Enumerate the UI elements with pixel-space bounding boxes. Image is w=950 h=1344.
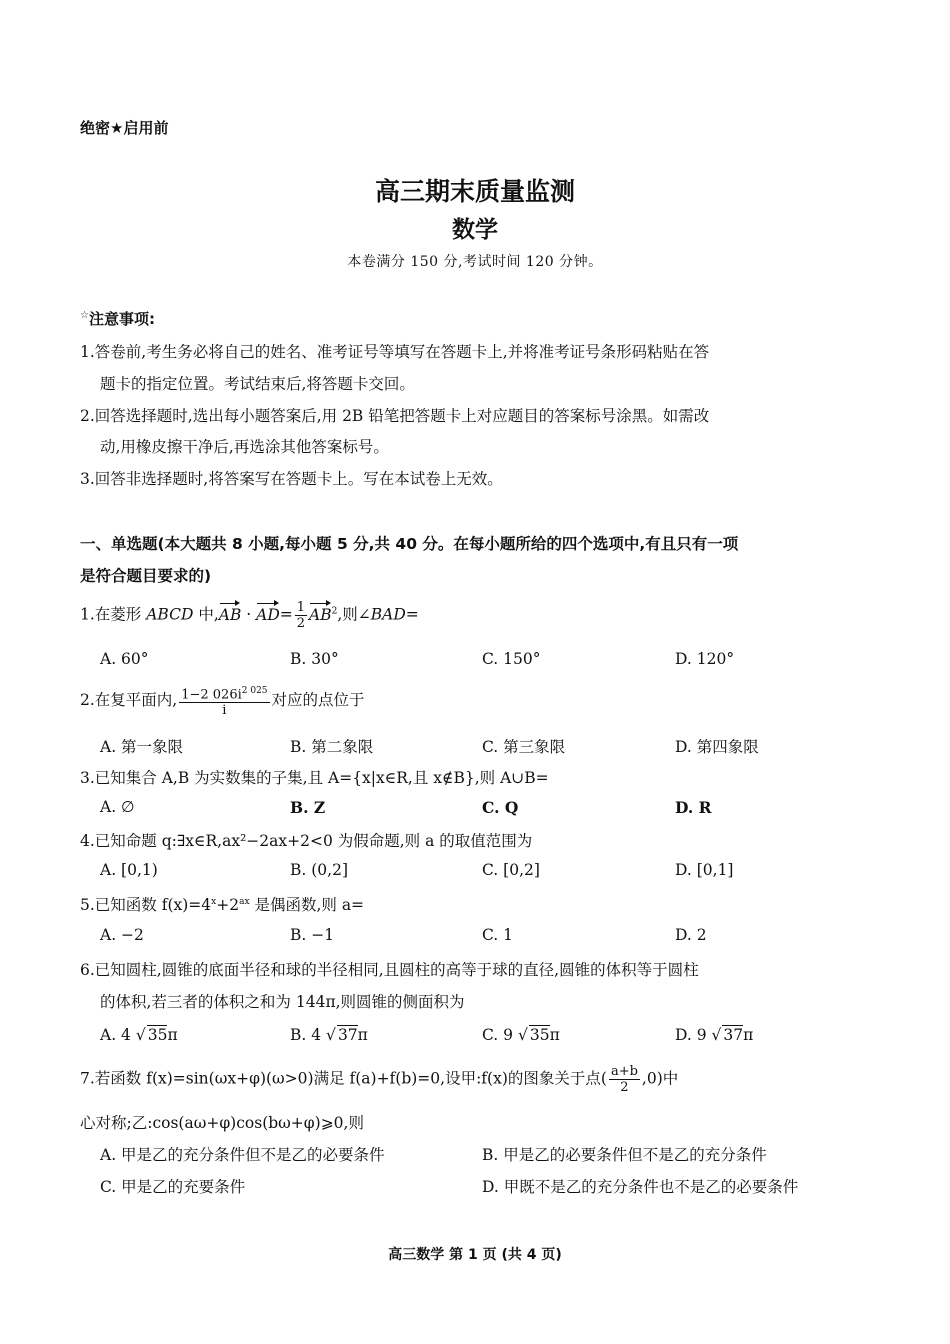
note-3: 3.回答非选择题时,将答案写在答题卡上。写在本试卷上无效。 xyxy=(80,470,503,488)
question-7-line-2: 心对称;乙:cos(aω+φ)cos(bω+φ)⩾0,则 xyxy=(80,1114,364,1132)
q2-exponent: 2 025 xyxy=(241,686,268,696)
question-6-line-1: 6.已知圆柱,圆锥的底面半径和球的半径相同,且圆柱的高等于球的直径,圆锥的体积等于圆柱 xyxy=(80,961,699,979)
q3-option-a: A. ∅ xyxy=(100,798,135,816)
q1-shape: ABCD xyxy=(146,605,194,624)
q6-option-d: D. 9 √ 37π xyxy=(675,1026,754,1044)
confidential-label: 绝密★启用前 xyxy=(80,119,169,137)
note-1-line-1: 1.答卷前,考生务必将自己的姓名、准考证号等填写在答题卡上,并将准考证号条形码粘贴在答 xyxy=(80,343,710,361)
fraction-numerator: 1 xyxy=(296,600,306,615)
question-1 xyxy=(80,600,419,631)
q6-b-pi: π xyxy=(357,1026,368,1044)
q1-text: = xyxy=(405,605,419,624)
exam-info: 本卷满分 150 分,考试时间 120 分钟。 xyxy=(347,254,603,270)
vector-ad: AD xyxy=(256,605,280,624)
q5-option-b: B. −1 xyxy=(290,926,335,944)
fraction-denominator: i xyxy=(222,703,227,719)
q5-exponent-1: x xyxy=(211,896,217,907)
q5-option-a: A. −2 xyxy=(100,926,144,944)
vector-ab: AB xyxy=(218,605,242,624)
q1-text: ,则∠ xyxy=(337,605,371,624)
q6-b-radicand: 37 xyxy=(337,1026,358,1044)
fraction-numerator xyxy=(179,684,269,703)
q2-option-a: A. 第一象限 xyxy=(100,738,184,756)
vector-ab-squared: AB xyxy=(309,605,332,624)
note-2-line-2: 动,用橡皮擦干净后,再选涂其他答案标号。 xyxy=(100,438,389,456)
q7-fraction xyxy=(609,1064,640,1095)
q7-option-c: C. 甲是乙的充要条件 xyxy=(100,1178,246,1196)
q1-angle: BAD xyxy=(370,605,406,624)
q6-d-radicand: 37 xyxy=(723,1026,744,1044)
fraction-denominator: 2 xyxy=(296,616,306,631)
q1-option-c: C. 150° xyxy=(482,650,541,668)
question-3: 3.已知集合 A,B 为实数集的子集,且 A={x|x∈R,且 x∉B},则 A∪B= xyxy=(80,769,549,787)
q1-text: 1.在菱形 xyxy=(80,605,147,624)
q5-option-c: C. 1 xyxy=(482,926,514,944)
q4-option-b: B. (0,2] xyxy=(290,861,348,879)
q1-eq: = xyxy=(279,605,293,624)
question-4: 4.已知命题 q:∃x∈R,ax²−2ax+2<0 为假命题,则 a 的取值范围为 xyxy=(80,832,533,850)
q1-option-a: A. 60° xyxy=(100,650,149,668)
exam-subject: 数学 xyxy=(452,217,498,243)
fraction-half xyxy=(295,600,307,631)
fraction-numerator: a+b xyxy=(610,1064,638,1079)
q6-option-c: C. 9 √ 35π xyxy=(482,1026,560,1044)
q2-option-c: C. 第三象限 xyxy=(482,738,566,756)
section-1-heading-line-1: 一、单选题(本大题共 8 小题,每小题 5 分,共 40 分。在每小题所给的四个选项中,有且只有一项 xyxy=(80,535,739,553)
q6-a-pi: π xyxy=(167,1026,178,1044)
question-2 xyxy=(80,684,365,718)
question-7-line-1 xyxy=(80,1064,678,1095)
q5-text: +2 xyxy=(216,896,240,914)
complex-fraction xyxy=(179,684,269,718)
q5-text: 是偶函数,则 a= xyxy=(249,896,365,914)
q2-option-b: B. 第二象限 xyxy=(290,738,374,756)
q3-option-c: C. Q xyxy=(482,798,519,817)
notes-title: 注意事项: xyxy=(88,310,155,328)
q7-text: ,0)中 xyxy=(641,1069,679,1088)
fraction-denominator: 2 xyxy=(620,1080,629,1095)
q6-a-radicand: 35 xyxy=(147,1026,168,1044)
section-1-heading-line-2: 是符合题目要求的) xyxy=(80,567,212,585)
q6-c-label: C. 9 xyxy=(482,1026,518,1044)
q6-a-label: A. 4 xyxy=(100,1026,136,1044)
q6-c-radicand: 35 xyxy=(529,1026,550,1044)
q2-text: 对应的点位于 xyxy=(271,691,365,710)
q6-d-label: D. 9 xyxy=(675,1026,712,1044)
q6-option-b: B. 4 √ 37π xyxy=(290,1026,368,1044)
q7-option-d: D. 甲既不是乙的充分条件也不是乙的必要条件 xyxy=(482,1178,799,1196)
q3-option-d: D. R xyxy=(675,798,712,817)
q4-option-d: D. [0,1] xyxy=(675,861,734,879)
q2-text: 2.在复平面内, xyxy=(80,691,178,710)
q1-exponent: 2 xyxy=(331,606,338,617)
q1-text: 中, xyxy=(193,605,219,624)
q6-b-label: B. 4 xyxy=(290,1026,327,1044)
q2-numerator: 1−2 026i xyxy=(181,687,242,703)
q6-option-a: A. 4 √ 35π xyxy=(100,1026,178,1044)
q2-option-d: D. 第四象限 xyxy=(675,738,759,756)
q7-option-b: B. 甲是乙的必要条件但不是乙的充分条件 xyxy=(482,1146,767,1164)
question-6-line-2: 的体积,若三者的体积之和为 144π,则圆锥的侧面积为 xyxy=(100,993,465,1011)
q1-option-d: D. 120° xyxy=(675,650,735,668)
q4-option-a: A. [0,1) xyxy=(100,861,158,879)
question-5 xyxy=(80,893,364,915)
q6-c-pi: π xyxy=(549,1026,560,1044)
exam-title: 高三期末质量监测 xyxy=(374,177,575,206)
note-2-line-1: 2.回答选择题时,选出每小题答案后,用 2B 铅笔把答题卡上对应题目的答案标号涂黑。如需改 xyxy=(80,407,710,425)
q5-text: 5.已知函数 f(x)=4 xyxy=(80,896,212,914)
q1-option-b: B. 30° xyxy=(290,650,339,668)
q6-d-pi: π xyxy=(743,1026,754,1044)
q1-dot: · xyxy=(241,605,257,624)
q4-option-c: C. [0,2] xyxy=(482,861,540,879)
page-footer: 高三数学 第 1 页 (共 4 页) xyxy=(388,1247,562,1263)
q7-text: 7.若函数 f(x)=sin(ωx+φ)(ω>0)满足 f(a)+f(b)=0,设甲:f(x)的图象关于点( xyxy=(80,1069,607,1088)
star-icon: ☆ xyxy=(80,310,89,321)
note-1-line-2: 题卡的指定位置。考试结束后,将答题卡交回。 xyxy=(100,375,415,393)
q7-option-a: A. 甲是乙的充分条件但不是乙的必要条件 xyxy=(100,1146,385,1164)
q3-option-b: B. Z xyxy=(290,798,326,817)
notes-heading xyxy=(80,308,155,329)
q5-exponent-2: ax xyxy=(239,896,250,907)
q5-option-d: D. 2 xyxy=(675,926,707,944)
